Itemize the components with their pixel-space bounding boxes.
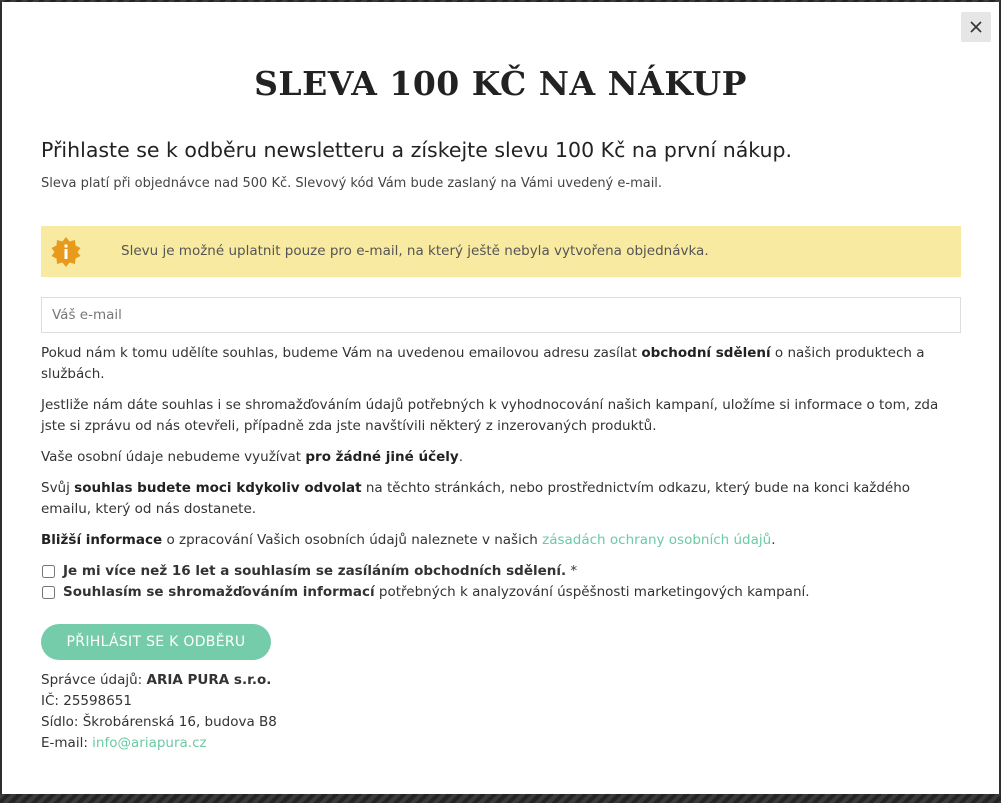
bold-text: pro žádné jiné účely — [305, 449, 459, 465]
bold-text: Souhlasím se shromažďováním informací — [63, 584, 375, 600]
text: na těchto stránkách, nebo prostřednictvím odkazu, který bude na konci každého emailu, který od nás dostanete. — [41, 480, 911, 517]
consent-marketing-label — [63, 563, 577, 579]
controller-line — [41, 670, 277, 691]
discount-note: Sleva platí při objednávce nad 500 Kč. Slevový kód Vám bude zaslaný na Vámi uvedený e-mail. — [41, 176, 663, 191]
email-line — [41, 733, 277, 754]
text: E-mail: — [41, 735, 93, 751]
privacy-policy-link[interactable]: zásadách ochrany osobních údajů — [542, 532, 772, 548]
text: Správce údajů: — [41, 672, 147, 688]
contact-email-link[interactable]: info@ariapura.cz — [92, 735, 207, 751]
consent-analytics-checkbox[interactable] — [42, 586, 55, 599]
modal-title: SLEVA 100 KČ NA NÁKUP — [254, 64, 747, 103]
text: . — [458, 449, 463, 465]
email-input[interactable] — [41, 297, 961, 333]
text: Vaše osobní údaje nebudeme využívat — [41, 449, 306, 465]
info-alert — [41, 226, 961, 277]
text: o našich produktech a službách. — [41, 345, 925, 382]
subscribe-button[interactable]: PŘIHLÁSIT SE K ODBĚRU — [41, 624, 271, 660]
consent-marketing-checkbox[interactable] — [42, 565, 55, 578]
consent-info-3 — [41, 447, 961, 468]
text: potřebných k analyzování úspěšnosti marketingových kampaní. — [374, 584, 810, 600]
bold-text: Je mi více než 16 let a souhlasím se zasíláním obchodních sdělení. — [63, 563, 567, 579]
consent-analytics-label — [63, 584, 810, 600]
data-controller-info — [41, 670, 277, 754]
info-alert-text: Slevu je možné uplatnit pouze pro e-mail, na který ještě nebyla vytvořena objednávka. — [121, 243, 709, 259]
text: . — [771, 532, 776, 548]
text: Pokud nám k tomu udělíte souhlas, budeme Vám na uvedenou emailovou adresu zasílat — [41, 345, 642, 361]
text: o zpracování Vašich osobních údajů naleznete v našich — [162, 532, 543, 548]
newsletter-modal — [2, 2, 999, 794]
bold-text: obchodní sdělení — [641, 345, 771, 361]
consent-info-4 — [41, 478, 961, 520]
bold-text: Bližší informace — [41, 532, 163, 548]
close-icon — [970, 21, 982, 33]
ico-line: IČ: 25598651 — [41, 693, 132, 709]
text: * — [566, 563, 578, 579]
backdrop-pattern — [0, 794, 1001, 803]
consent-info-2: Jestliže nám dáte souhlas i se shromažďováním údajů potřebných k vyhodnocování našich kampaní, uložíme si informace o tom, zda jste si zprávu od nás otevřeli, případně zda jste navštívili některý z inzerovaných produktů. — [41, 397, 939, 434]
text: Svůj — [41, 480, 75, 496]
consent-info-5 — [41, 530, 961, 551]
close-button[interactable] — [961, 12, 991, 42]
consent-info-1 — [41, 343, 961, 385]
consent-marketing-row[interactable] — [41, 563, 577, 579]
consent-analytics-row[interactable] — [41, 584, 810, 600]
bold-text: souhlas budete moci kdykoliv odvolat — [74, 480, 362, 496]
info-badge-icon — [51, 237, 81, 267]
address-line: Sídlo: Škrobárenská 16, budova B8 — [41, 714, 277, 730]
modal-subtitle: Přihlaste se k odběru newsletteru a získejte slevu 100 Kč na první nákup. — [41, 138, 793, 162]
company-name: ARIA PURA s.r.o. — [146, 672, 272, 688]
